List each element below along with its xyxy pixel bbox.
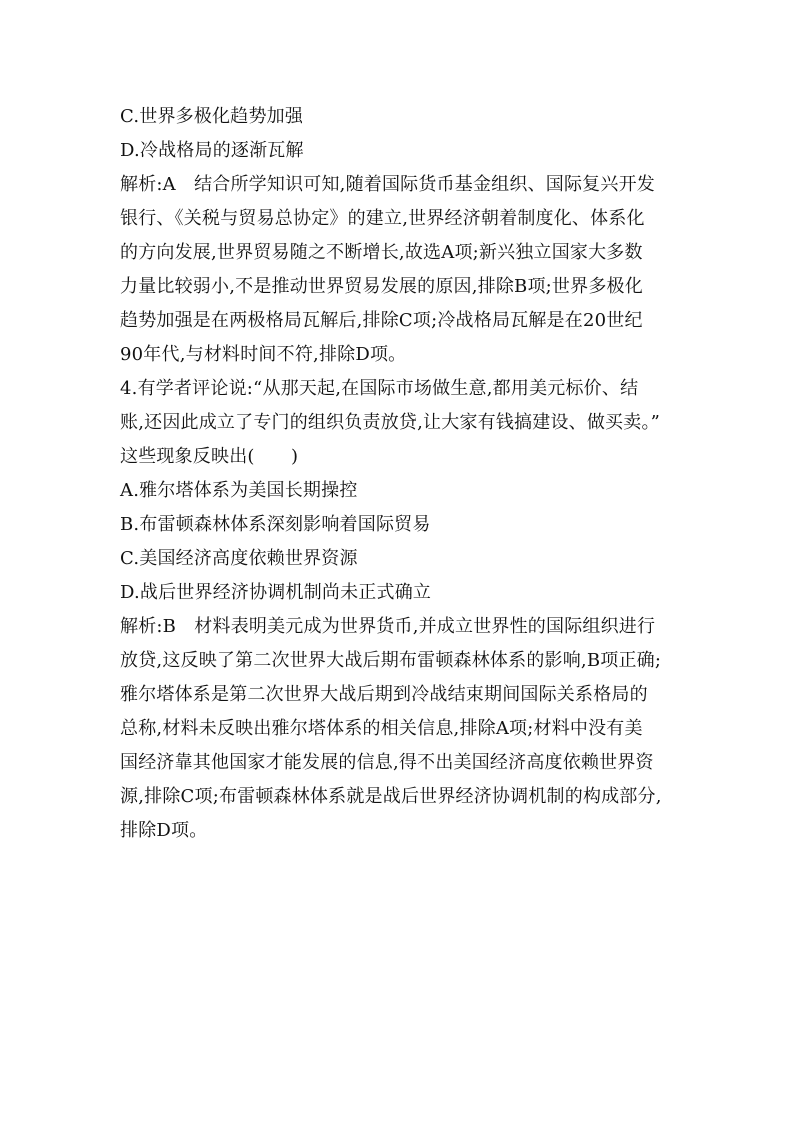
q4-stem-line: 账,还因此成立了专门的组织负责放贷,让大家有钱搞建设、做买卖。” [120,412,661,433]
q3-option-d: D.冷战格局的逐渐瓦解 [120,140,304,161]
q4-option-c: C.美国经济高度依赖世界资源 [120,548,358,569]
q4-stem-line: 这些现象反映出( ) [120,446,299,467]
q3-analysis-line: 解析:A 结合所学知识可知,随着国际货币基金组织、国际复兴开发 [120,174,655,195]
q3-analysis [120,168,680,372]
q4-analysis-line: 放贷,这反映了第二次世界大战后期布雷顿森林体系的影响,B项正确; [120,650,662,671]
q3-analysis-line: 90年代,与材料时间不符,排除D项。 [120,344,407,365]
q4-stem-line: 4.有学者评论说:“从那天起,在国际市场做生意,都用美元标价、结 [120,378,639,399]
q4-analysis [120,610,680,848]
q3-analysis-line: 力量比较弱小,不是推动世界贸易发展的原因,排除B项;世界多极化 [120,276,643,297]
q4-option-b: B.布雷顿森林体系深刻影响着国际贸易 [120,514,431,535]
q4-option-a: A.雅尔塔体系为美国长期操控 [120,480,358,501]
q3-option-c: C.世界多极化趋势加强 [120,106,304,127]
q4-analysis-line: 雅尔塔体系是第二次世界大战后期到冷战结束期间国际关系格局的 [120,684,648,705]
q4-stem [120,372,680,474]
q4-analysis-line: 国经济靠其他国家才能发展的信息,得不出美国经济高度依赖世界资 [120,752,654,773]
q4-analysis-line: 排除D项。 [120,820,208,841]
q3-analysis-line: 趋势加强是在两极格局瓦解后,排除C项;冷战格局瓦解是在20世纪 [120,310,643,331]
q4-analysis-line: 解析:B 材料表明美元成为世界货币,并成立世界性的国际组织进行 [120,616,656,637]
q3-analysis-line: 银行、《关税与贸易总协定》的建立,世界经济朝着制度化、体系化 [120,208,645,229]
q4-analysis-line: 总称,材料未反映出雅尔塔体系的相关信息,排除A项;材料中没有美 [120,718,643,739]
document-page [120,100,680,848]
q3-analysis-line: 的方向发展,世界贸易随之不断增长,故选A项;新兴独立国家大多数 [120,242,643,263]
q4-analysis-line: 源,排除C项;布雷顿森林体系就是战后世界经济协调机制的构成部分, [120,786,662,807]
q4-option-d: D.战后世界经济协调机制尚未正式确立 [120,582,432,603]
